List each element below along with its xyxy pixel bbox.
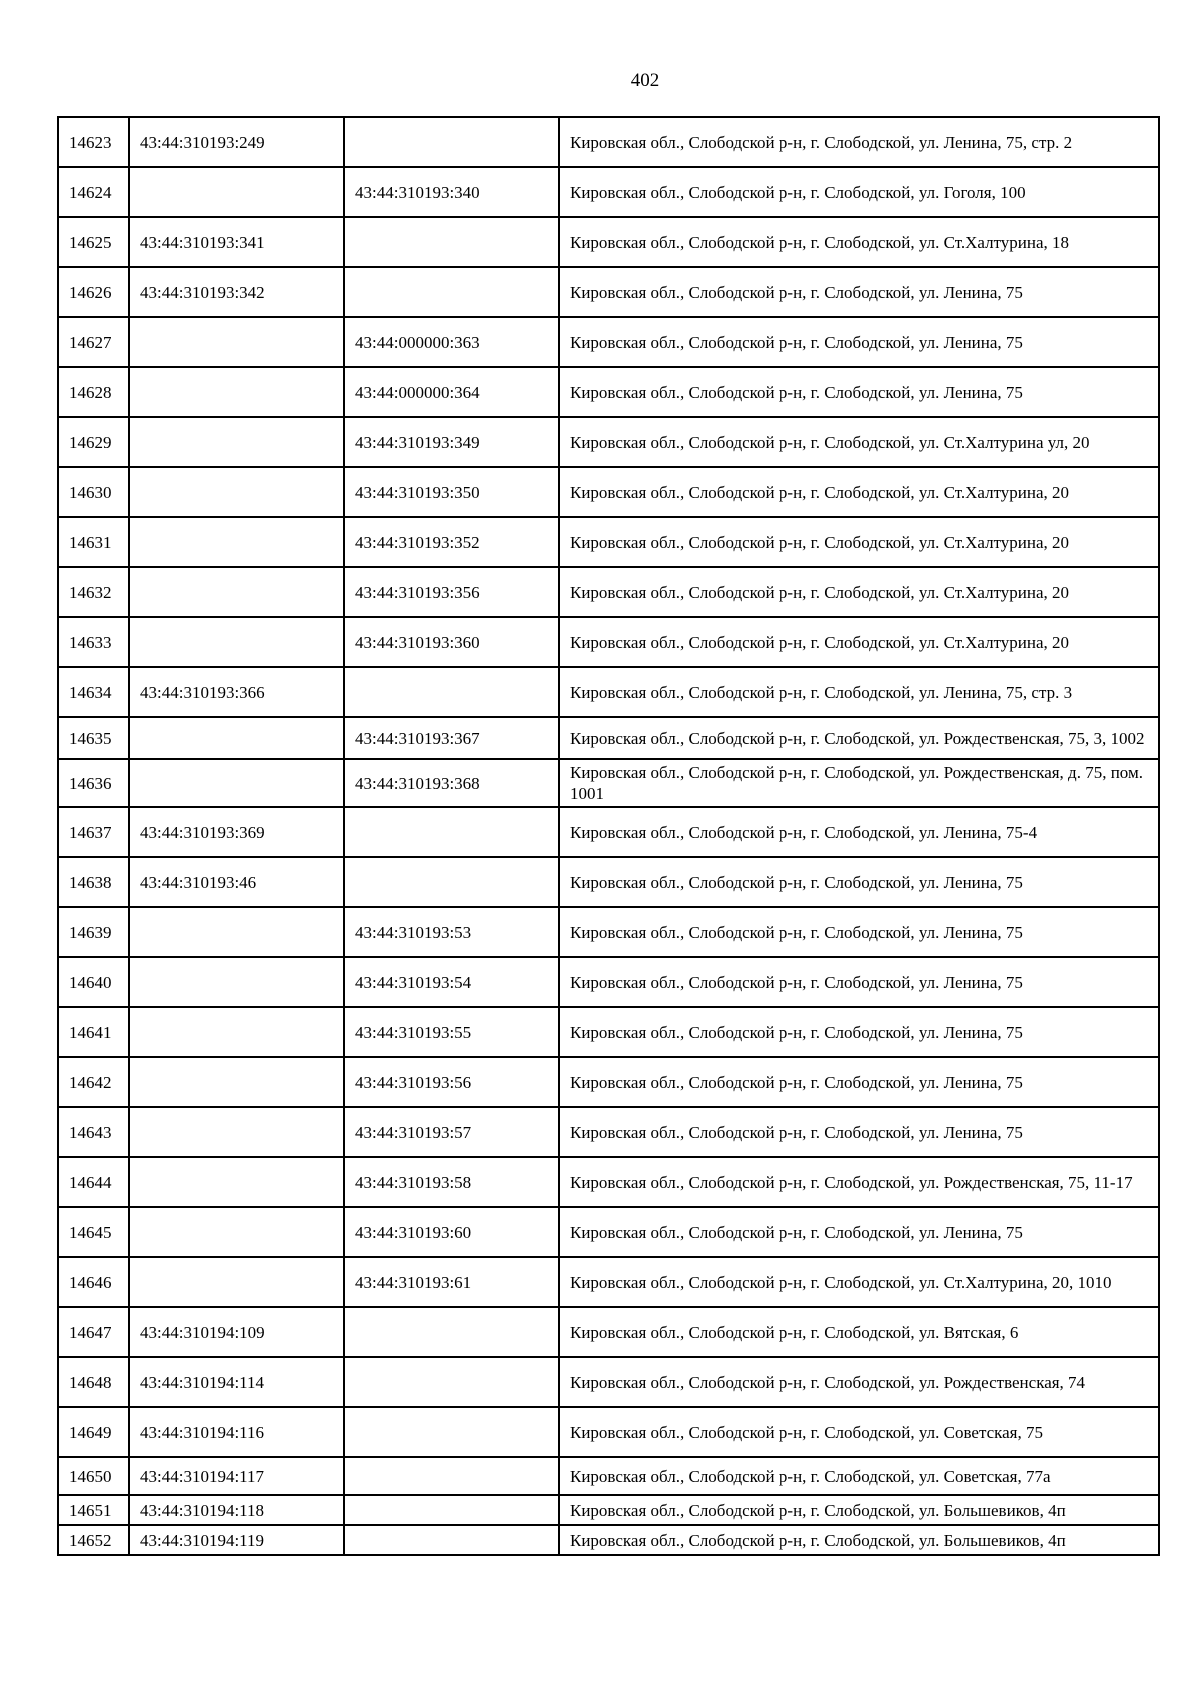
cadastral-object-cell bbox=[344, 267, 559, 317]
row-number-cell: 14643 bbox=[58, 1107, 129, 1157]
cadastral-object-cell: 43:44:310193:360 bbox=[344, 617, 559, 667]
address-cell: Кировская обл., Слободской р-н, г. Слободской, ул. Рождественская, д. 75, пом. 1001 bbox=[559, 759, 1159, 807]
cadastral-object-cell bbox=[344, 807, 559, 857]
cadastral-object-cell bbox=[344, 1357, 559, 1407]
cadastral-object-cell: 43:44:310193:57 bbox=[344, 1107, 559, 1157]
row-number-cell: 14631 bbox=[58, 517, 129, 567]
cadastral-object-cell bbox=[344, 1307, 559, 1357]
table-row bbox=[58, 907, 1159, 957]
table-row bbox=[58, 1157, 1159, 1207]
address-cell: Кировская обл., Слободской р-н, г. Слободской, ул. Советская, 77а bbox=[559, 1457, 1159, 1495]
address-cell: Кировская обл., Слободской р-н, г. Слободской, ул. Гоголя, 100 bbox=[559, 167, 1159, 217]
address-cell: Кировская обл., Слободской р-н, г. Слободской, ул. Ленина, 75 bbox=[559, 957, 1159, 1007]
cadastral-object-cell bbox=[344, 1525, 559, 1555]
address-cell: Кировская обл., Слободской р-н, г. Слободской, ул. Ленина, 75 bbox=[559, 267, 1159, 317]
table-row bbox=[58, 367, 1159, 417]
table-row bbox=[58, 1207, 1159, 1257]
table-row bbox=[58, 317, 1159, 367]
cadastral-land-cell bbox=[129, 907, 344, 957]
cadastral-land-cell bbox=[129, 1007, 344, 1057]
cadastral-object-cell: 43:44:310193:58 bbox=[344, 1157, 559, 1207]
cadastral-land-cell bbox=[129, 1107, 344, 1157]
address-cell: Кировская обл., Слободской р-н, г. Слободской, ул. Ст.Халтурина ул, 20 bbox=[559, 417, 1159, 467]
cadastral-land-cell: 43:44:310193:369 bbox=[129, 807, 344, 857]
row-number-cell: 14645 bbox=[58, 1207, 129, 1257]
row-number-cell: 14641 bbox=[58, 1007, 129, 1057]
cadastral-object-cell bbox=[344, 117, 559, 167]
table-row bbox=[58, 517, 1159, 567]
cadastral-land-cell bbox=[129, 317, 344, 367]
cadastral-object-cell: 43:44:310193:55 bbox=[344, 1007, 559, 1057]
cadastral-object-cell bbox=[344, 217, 559, 267]
cadastral-land-cell bbox=[129, 1207, 344, 1257]
address-cell: Кировская обл., Слободской р-н, г. Слободской, ул. Ленина, 75 bbox=[559, 317, 1159, 367]
table-row bbox=[58, 1107, 1159, 1157]
table-row bbox=[58, 417, 1159, 467]
address-cell: Кировская обл., Слободской р-н, г. Слободской, ул. Ст.Халтурина, 20 bbox=[559, 567, 1159, 617]
cadastral-object-cell: 43:44:310193:367 bbox=[344, 717, 559, 759]
cadastral-land-cell: 43:44:310194:109 bbox=[129, 1307, 344, 1357]
registry-table bbox=[57, 116, 1160, 1556]
table-row bbox=[58, 1495, 1159, 1525]
address-cell: Кировская обл., Слободской р-н, г. Слободской, ул. Рождественская, 75, 11-17 bbox=[559, 1157, 1159, 1207]
row-number-cell: 14644 bbox=[58, 1157, 129, 1207]
table-row bbox=[58, 117, 1159, 167]
address-cell: Кировская обл., Слободской р-н, г. Слободской, ул. Вятская, 6 bbox=[559, 1307, 1159, 1357]
address-cell: Кировская обл., Слободской р-н, г. Слободской, ул. Ленина, 75, стр. 2 bbox=[559, 117, 1159, 167]
table-row bbox=[58, 1057, 1159, 1107]
table-row bbox=[58, 617, 1159, 667]
cadastral-object-cell: 43:44:000000:363 bbox=[344, 317, 559, 367]
row-number-cell: 14650 bbox=[58, 1457, 129, 1495]
address-cell: Кировская обл., Слободской р-н, г. Слободской, ул. Ленина, 75 bbox=[559, 367, 1159, 417]
row-number-cell: 14632 bbox=[58, 567, 129, 617]
cadastral-land-cell: 43:44:310193:342 bbox=[129, 267, 344, 317]
address-cell: Кировская обл., Слободской р-н, г. Слободской, ул. Ст.Халтурина, 20 bbox=[559, 467, 1159, 517]
address-cell: Кировская обл., Слободской р-н, г. Слободской, ул. Ст.Халтурина, 20, 1010 bbox=[559, 1257, 1159, 1307]
cadastral-object-cell: 43:44:310193:60 bbox=[344, 1207, 559, 1257]
address-cell: Кировская обл., Слободской р-н, г. Слободской, ул. Ст.Халтурина, 20 bbox=[559, 517, 1159, 567]
row-number-cell: 14649 bbox=[58, 1407, 129, 1457]
table-row bbox=[58, 857, 1159, 907]
cadastral-land-cell bbox=[129, 517, 344, 567]
registry-table-body bbox=[58, 117, 1159, 1555]
cadastral-land-cell bbox=[129, 759, 344, 807]
cadastral-land-cell bbox=[129, 717, 344, 759]
row-number-cell: 14624 bbox=[58, 167, 129, 217]
cadastral-land-cell bbox=[129, 957, 344, 1007]
cadastral-object-cell bbox=[344, 857, 559, 907]
table-row bbox=[58, 1407, 1159, 1457]
cadastral-object-cell: 43:44:310193:350 bbox=[344, 467, 559, 517]
table-row bbox=[58, 759, 1159, 807]
row-number-cell: 14629 bbox=[58, 417, 129, 467]
address-cell: Кировская обл., Слободской р-н, г. Слободской, ул. Ленина, 75 bbox=[559, 857, 1159, 907]
table-row bbox=[58, 1307, 1159, 1357]
table-row bbox=[58, 217, 1159, 267]
row-number-cell: 14646 bbox=[58, 1257, 129, 1307]
address-cell: Кировская обл., Слободской р-н, г. Слободской, ул. Ленина, 75 bbox=[559, 1057, 1159, 1107]
row-number-cell: 14626 bbox=[58, 267, 129, 317]
row-number-cell: 14638 bbox=[58, 857, 129, 907]
table-row bbox=[58, 1457, 1159, 1495]
address-cell: Кировская обл., Слободской р-н, г. Слободской, ул. Ленина, 75-4 bbox=[559, 807, 1159, 857]
address-cell: Кировская обл., Слободской р-н, г. Слободской, ул. Рождественская, 74 bbox=[559, 1357, 1159, 1407]
cadastral-land-cell: 43:44:310193:341 bbox=[129, 217, 344, 267]
cadastral-object-cell: 43:44:000000:364 bbox=[344, 367, 559, 417]
cadastral-land-cell bbox=[129, 417, 344, 467]
address-cell: Кировская обл., Слободской р-н, г. Слободской, ул. Ст.Халтурина, 18 bbox=[559, 217, 1159, 267]
cadastral-land-cell bbox=[129, 367, 344, 417]
cadastral-land-cell: 43:44:310193:46 bbox=[129, 857, 344, 907]
address-cell: Кировская обл., Слободской р-н, г. Слободской, ул. Ленина, 75, стр. 3 bbox=[559, 667, 1159, 717]
row-number-cell: 14652 bbox=[58, 1525, 129, 1555]
cadastral-object-cell bbox=[344, 1457, 559, 1495]
address-cell: Кировская обл., Слободской р-н, г. Слободской, ул. Ленина, 75 bbox=[559, 1007, 1159, 1057]
cadastral-land-cell: 43:44:310194:119 bbox=[129, 1525, 344, 1555]
cadastral-land-cell: 43:44:310194:117 bbox=[129, 1457, 344, 1495]
table-row bbox=[58, 667, 1159, 717]
table-row bbox=[58, 1357, 1159, 1407]
cadastral-object-cell: 43:44:310193:352 bbox=[344, 517, 559, 567]
table-row bbox=[58, 567, 1159, 617]
cadastral-land-cell bbox=[129, 167, 344, 217]
cadastral-land-cell: 43:44:310194:118 bbox=[129, 1495, 344, 1525]
table-row bbox=[58, 167, 1159, 217]
cadastral-object-cell: 43:44:310193:356 bbox=[344, 567, 559, 617]
cadastral-land-cell bbox=[129, 567, 344, 617]
table-row bbox=[58, 957, 1159, 1007]
row-number-cell: 14635 bbox=[58, 717, 129, 759]
table-row bbox=[58, 267, 1159, 317]
table-row bbox=[58, 1525, 1159, 1555]
cadastral-land-cell bbox=[129, 1057, 344, 1107]
row-number-cell: 14637 bbox=[58, 807, 129, 857]
cadastral-object-cell: 43:44:310193:349 bbox=[344, 417, 559, 467]
cadastral-land-cell: 43:44:310193:249 bbox=[129, 117, 344, 167]
row-number-cell: 14639 bbox=[58, 907, 129, 957]
table-row bbox=[58, 1007, 1159, 1057]
cadastral-object-cell: 43:44:310193:340 bbox=[344, 167, 559, 217]
cadastral-object-cell bbox=[344, 1495, 559, 1525]
row-number-cell: 14623 bbox=[58, 117, 129, 167]
row-number-cell: 14648 bbox=[58, 1357, 129, 1407]
table-row bbox=[58, 467, 1159, 517]
address-cell: Кировская обл., Слободской р-н, г. Слободской, ул. Большевиков, 4п bbox=[559, 1525, 1159, 1555]
page-number: 402 bbox=[630, 70, 660, 91]
cadastral-object-cell: 43:44:310193:53 bbox=[344, 907, 559, 957]
cadastral-object-cell: 43:44:310193:61 bbox=[344, 1257, 559, 1307]
cadastral-land-cell: 43:44:310194:116 bbox=[129, 1407, 344, 1457]
table-row bbox=[58, 1257, 1159, 1307]
address-cell: Кировская обл., Слободской р-н, г. Слободской, ул. Рождественская, 75, 3, 1002 bbox=[559, 717, 1159, 759]
row-number-cell: 14633 bbox=[58, 617, 129, 667]
cadastral-object-cell: 43:44:310193:368 bbox=[344, 759, 559, 807]
row-number-cell: 14628 bbox=[58, 367, 129, 417]
row-number-cell: 14634 bbox=[58, 667, 129, 717]
cadastral-object-cell bbox=[344, 1407, 559, 1457]
address-cell: Кировская обл., Слободской р-н, г. Слободской, ул. Ленина, 75 bbox=[559, 1107, 1159, 1157]
row-number-cell: 14625 bbox=[58, 217, 129, 267]
cadastral-land-cell bbox=[129, 617, 344, 667]
address-cell: Кировская обл., Слободской р-н, г. Слободской, ул. Ленина, 75 bbox=[559, 1207, 1159, 1257]
address-cell: Кировская обл., Слободской р-н, г. Слободской, ул. Советская, 75 bbox=[559, 1407, 1159, 1457]
row-number-cell: 14630 bbox=[58, 467, 129, 517]
row-number-cell: 14647 bbox=[58, 1307, 129, 1357]
address-cell: Кировская обл., Слободской р-н, г. Слободской, ул. Большевиков, 4п bbox=[559, 1495, 1159, 1525]
cadastral-land-cell: 43:44:310193:366 bbox=[129, 667, 344, 717]
cadastral-object-cell bbox=[344, 667, 559, 717]
address-cell: Кировская обл., Слободской р-н, г. Слободской, ул. Ст.Халтурина, 20 bbox=[559, 617, 1159, 667]
row-number-cell: 14651 bbox=[58, 1495, 129, 1525]
row-number-cell: 14640 bbox=[58, 957, 129, 1007]
row-number-cell: 14642 bbox=[58, 1057, 129, 1107]
cadastral-object-cell: 43:44:310193:54 bbox=[344, 957, 559, 1007]
cadastral-land-cell: 43:44:310194:114 bbox=[129, 1357, 344, 1407]
cadastral-land-cell bbox=[129, 1257, 344, 1307]
table-row bbox=[58, 717, 1159, 759]
row-number-cell: 14636 bbox=[58, 759, 129, 807]
table-row bbox=[58, 807, 1159, 857]
cadastral-land-cell bbox=[129, 467, 344, 517]
row-number-cell: 14627 bbox=[58, 317, 129, 367]
cadastral-object-cell: 43:44:310193:56 bbox=[344, 1057, 559, 1107]
cadastral-land-cell bbox=[129, 1157, 344, 1207]
address-cell: Кировская обл., Слободской р-н, г. Слободской, ул. Ленина, 75 bbox=[559, 907, 1159, 957]
